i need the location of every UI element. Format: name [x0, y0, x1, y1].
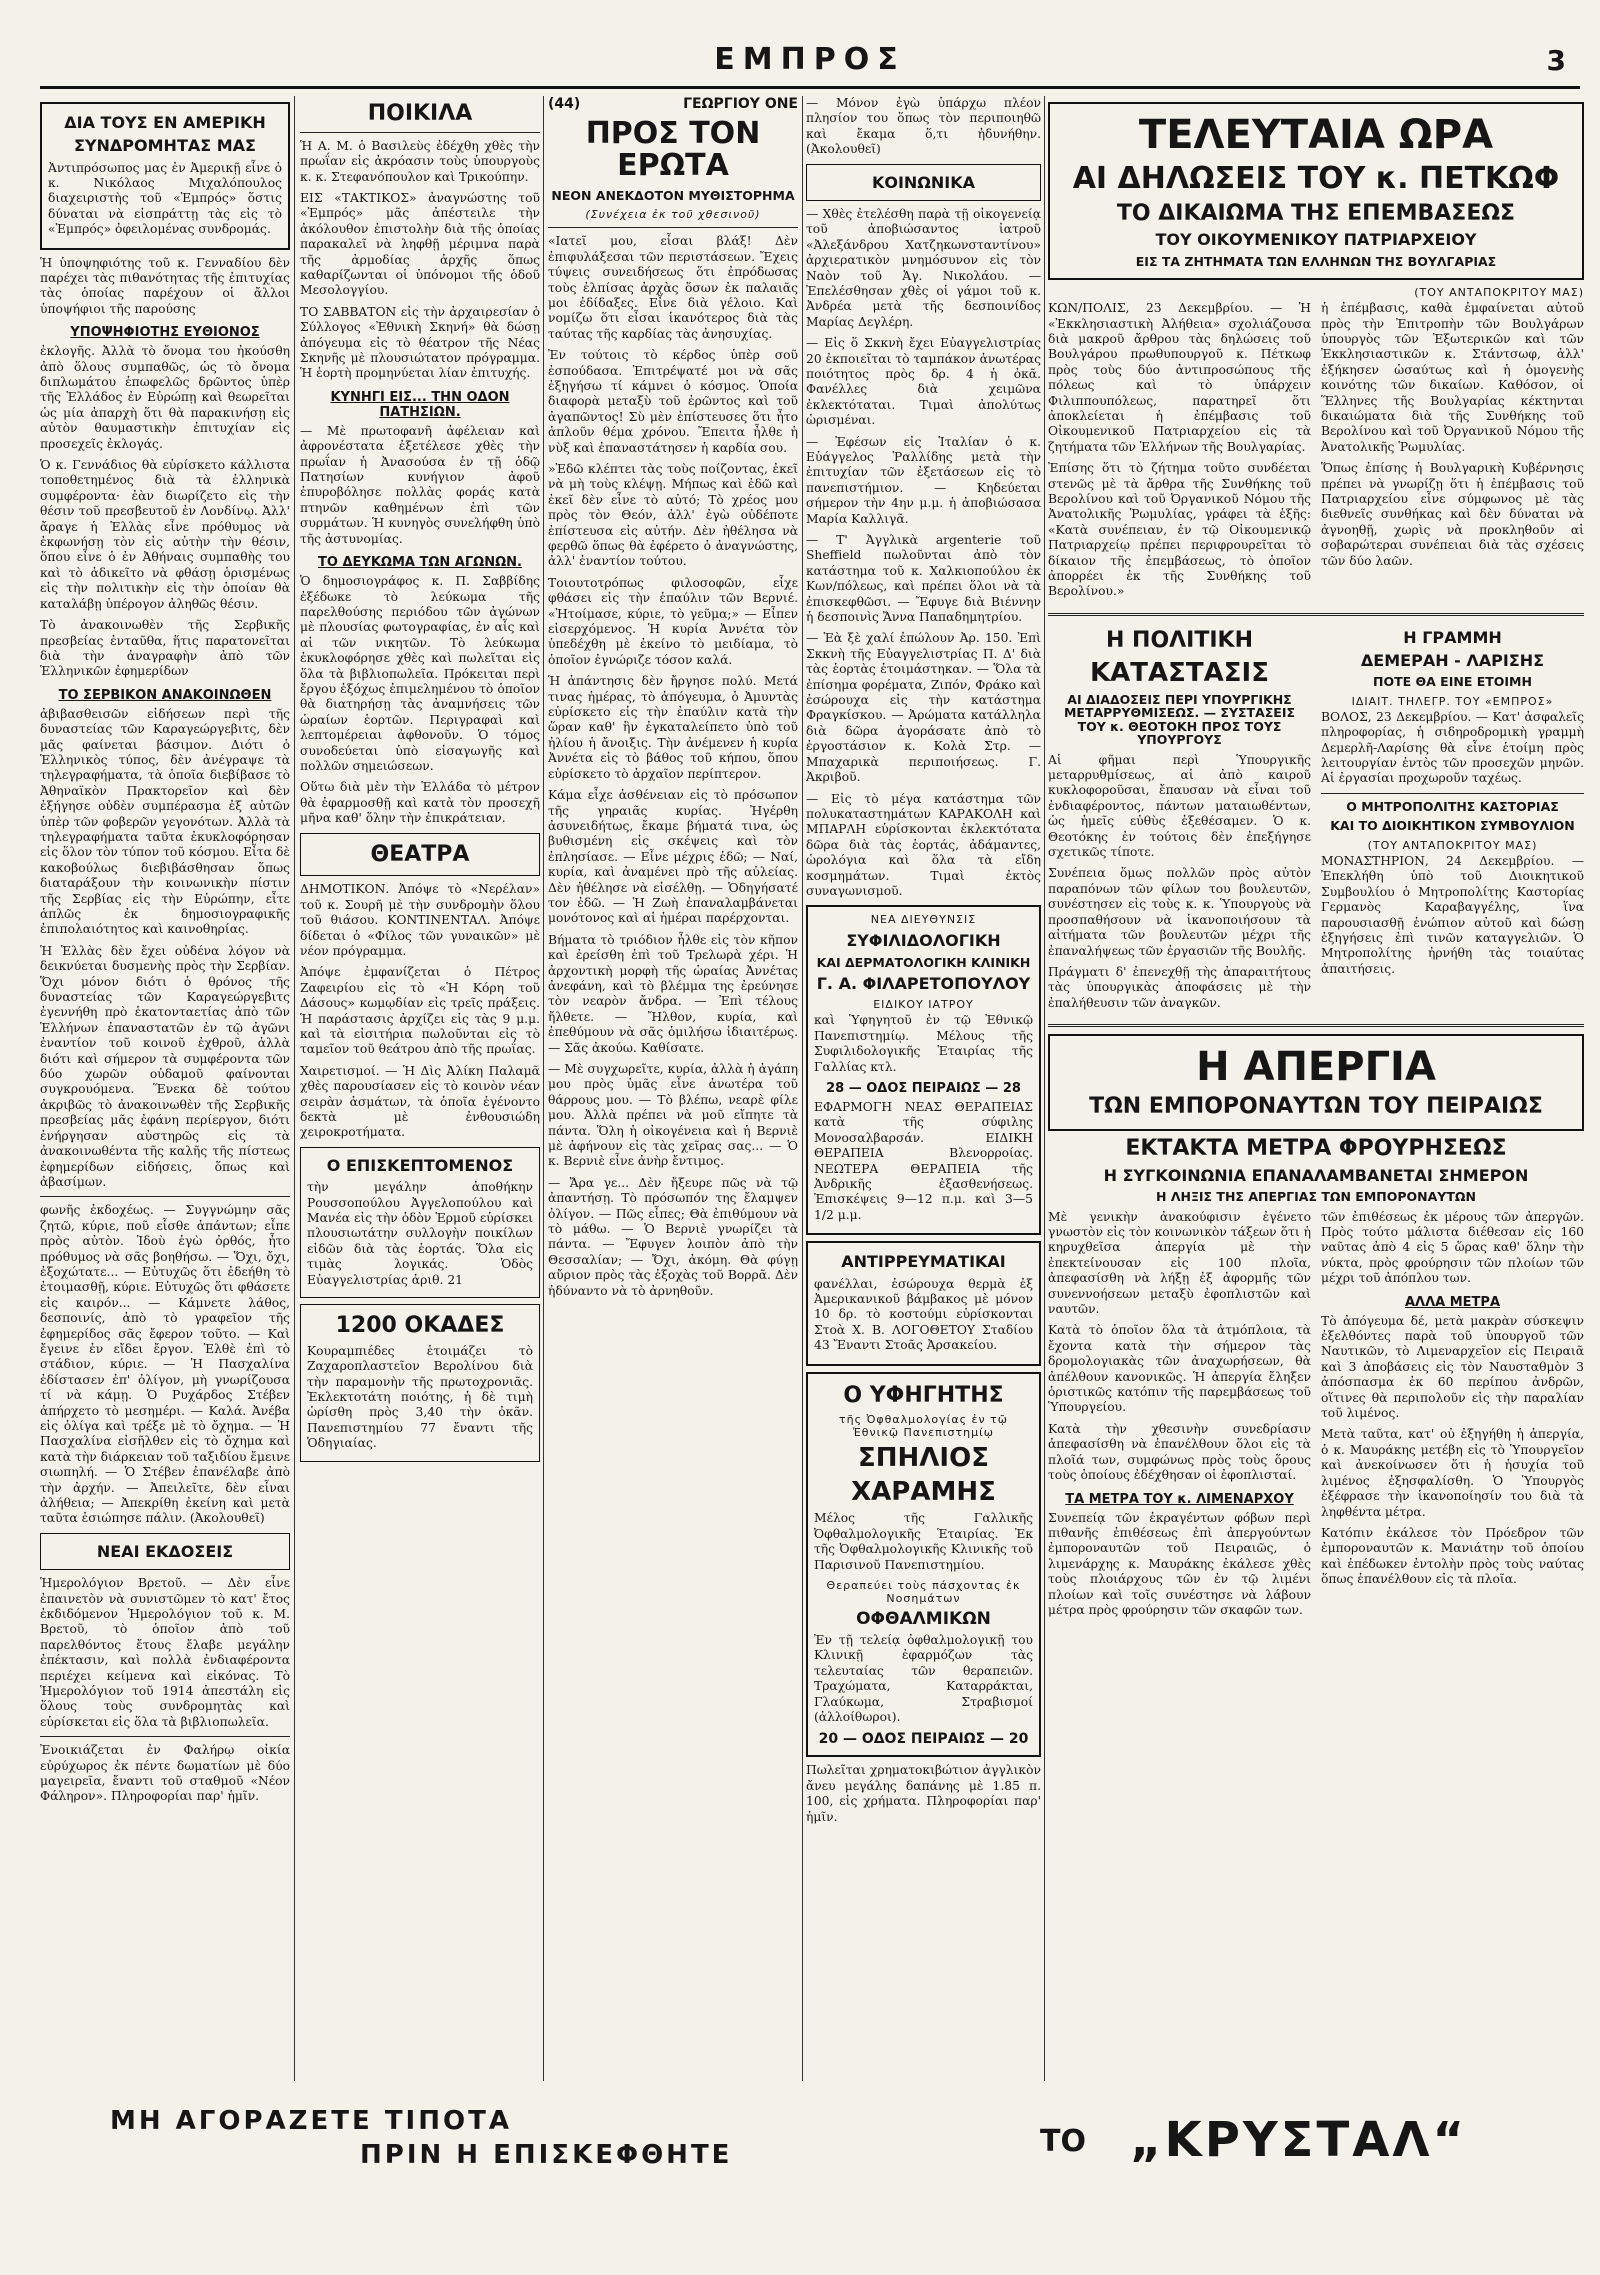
anti-rheumatic-ad — [806, 1241, 1041, 1365]
divider — [548, 227, 798, 228]
ophthalmologist-subheading: τῆς Ὀφθαλμολογίας ἐν τῷ Ἐθνικῷ Πανεπιστημίῳ — [839, 1413, 1008, 1440]
article-paragraph: — Μὲ πρωτοφανῆ ἀφέλειαν καὶ ἀφρονέστατα ἐξετέλεσε χθὲς τὴν πρωΐαν ἡ Ἀνασούσα ἐν τῇ ὁδῷ Πατησίων κυνήγιον ἀφοῦ ἐπυροβόλησε πολλὰς φοράς κατὰ πτηνῶν καθημένων ἐπὶ τῶν συρμάτων. Ἡ κυνηγὸς συνελήφθη ὑπὸ τῆς ἀστυνομίας. — [300, 423, 540, 546]
footer-ad-brand: „ΚΡΥΣΤΑΛ“ — [1130, 2112, 1468, 2168]
metropolitan-heading: Ο ΜΗΤΡΟΠΟΛΙΤΗΣ ΚΑΣΤΟΡΙΑΣ — [1346, 798, 1559, 814]
divider — [1048, 613, 1584, 616]
clinic-address: 28 — ΟΔΟΣ ΠΕΙΡΑΙΩΣ — 28 — [826, 1081, 1021, 1097]
article-paragraph: Ἐπίσης ὅτι τὸ ζήτημα τοῦτο συνδέεται στενῶς μὲ τὰ ἄρθρα τῆς Συνθήκης τοῦ Βερολίνου καὶ τοῦ Ὀργανικοῦ Νόμου τῆς Ἀνατολικῆς Ῥωμυλίας, γράφει τὰ ἑξῆς: «Κατὰ συνέπειαν, ἐν τῷ Οἰκουμενικῷ Πατριαρχείῳ πρέπει περιφρουρεῖται τὸ δίκαιον τῆς ἐπεμβάσεως, τὸ ὁποῖον ἀπορρέει ἐκ τῆς Συνθήκης τοῦ Βερολίνου.» — [1048, 461, 1311, 599]
social-box — [806, 164, 1041, 201]
article-paragraph: Τὸ ἀνακοινωθὲν τῆς Σερβικῆς πρεσβείας ἐνταῦθα, ἥτις παρατονεῖται διὰ τὴν ἀναγραφὴν ἀπὸ τῶν Ἑλληνικῶν ἐφημερίδων — [40, 618, 290, 679]
column-4 — [806, 96, 1041, 2091]
theatres-box — [300, 833, 540, 877]
inline-heading: ΚΥΝΗΓΙ ΕΙΣ... ΤΗΝ ΟΔΟΝ ΠΑΤΗΣΙΩΝ. — [330, 389, 510, 420]
strike-heading-5: Η ΛΗΞΙΣ ΤΗΣ ΑΠΕΡΓΙΑΣ ΤΩΝ ΕΜΠΟΡΟΝΑΥΤΩΝ — [1156, 1189, 1476, 1205]
miscellany-heading: ΠΟΙΚΙΛΑ — [367, 101, 473, 126]
clinic-text: καὶ Ὑφηγητοῦ ἐν τῷ Ἐθνικῷ Πανεπιστημίῳ. Μέλους τῆς Συφιλιδολογικῆς Ἑταιρίας τῆς Γαλλίας κτλ. — [814, 1013, 1033, 1074]
serial-paragraph: — Μὲ συγχωρεῖτε, κυρία, ἀλλὰ ἡ ἀγάπη μου πρὸς ὑμᾶς εἶνε ἀνωτέρα τοῦ θάρρους μου. — Τὸ βλέπω, νεαρὲ φίλε μου. Ἀλλὰ πρέπει νὰ μοῦ εἴπητε τὰ πάντα. Ὅλη ἡ οἰκογένεια καὶ ἡ Βερνιὲ μὲ ἀφήνουν εἰς τὰς χεῖρας σας... — Ὁ κ. Βερνιὲ εἶνε ἀνὴρ ἔντιμος. — [548, 1062, 798, 1169]
subscribers-heading: ΔΙΑ ΤΟΥΣ ΕΝ ΑΜΕΡΙΚΗ — [64, 113, 266, 132]
column-divider — [1044, 96, 1045, 2081]
article-paragraph: Χαιρετισμοί. — Ἡ Δὶς Ἀλίκη Παλαμᾶ χθὲς παρουσίασεν εἰς τὸ κοινὸν νέαν σειρὰν ἀσμάτων, τὰ ὁποῖα ἐγένοντο δεκτὰ μὲ ἐνθουσιώδη χειροκροτήματα. — [300, 1063, 540, 1140]
byline: (ΤΟΥ ΑΝΤΑΠΟΚΡΙΤΟΥ ΜΑΣ) — [1414, 286, 1584, 300]
intervention-heading: ΤΟ ΔΙΚΑΙΩΜΑ ΤΗΣ ΕΠΕΜΒΑΣΕΩΣ — [1116, 200, 1516, 226]
article-paragraph: Ὅπως ἐπίσης ἡ Βουλγαρικὴ Κυβέρνησις πρέπει νὰ γνωρίζῃ ὅτι ἡ ἐπέμβασις τοῦ Πατριαρχείου εἶνε σύμφωνος μὲ τὰς διεθνεῖς συνθήκας καὶ δὲν δύναται νὰ ἀγνοηθῇ, χωρὶς νὰ προκληθοῦν αἱ σοβαρώτεραι συνέπειαι διὰ τὰς σχέσεις τῶν δύο λαῶν. — [1321, 461, 1584, 568]
last-hour-heading: ΤΕΛΕΥΤΑΙΑ ΩΡΑ — [1138, 112, 1494, 158]
article-paragraph: Μετὰ ταῦτα, κατ' οὐ ἐξηγήθη ἡ ἀπεργία, ὁ κ. Μαυράκης μετέβη εἰς τὸ Ὑπουργεῖον καὶ ἀνεκοίνωσεν ὅτι ἡ ἡσυχία τοῦ λιμένος ἐξησφαλίσθη. Ὁ Ὑπουργὸς ἐξέφρασε τὴν ἱκανοποίησίν του διὰ τὰ ληφθέντα μέτρα. — [1321, 1427, 1584, 1519]
subscribers-text: Ἀντιπρόσωπος μας ἐν Ἀμερικῇ εἶνε ὁ κ. Νικόλαος Μιχαλόπουλος διαχειριστὴς τοῦ «Ἐμπρός» ὅστις δύναται νὰ εἰσπράττῃ τὰς εἰς τὸ «Ἐμπρός» ὀφειλομένας συνδρομάς. — [48, 160, 282, 237]
serial-paragraph: — Ἄρα γε... Δὲν ἤξευρε πῶς νὰ τῷ ἀπαντήσῃ. Τὸ πρόσωπόν της ἔλαμψεν ὀλίγον. — Πῶς εἶπες; Θὰ ἐπιθύμουν νὰ τὸ μάθω. — Ὁ Βερνιὲ γνωρίζει τὰ πάντα. — Ἔφυγεν λοιπὸν ἀπὸ τὴν Θεσσαλίαν; — Ὄχι, ἀκόμη. Θὰ φύγῃ αὔριον πρὸς τὰς ἐξοχὰς τοῦ Βορρᾶ. Δὲν ἠδύναντο νὰ τὸ ἀρνηθοῦν. — [548, 1175, 798, 1298]
clinic-text: ΕΦΑΡΜΟΓΗ ΝΕΑΣ ΘΕΡΑΠΕΙΑΣ κατὰ τῆς σύφιλης Μονοσαλβαρσάν. ΕΙΔΙΚΗ ΘΕΡΑΠΕΙΑ Βλενορροίας. ΝΕΩΤΕΡΑ ΘΕΡΑΠΕΙΑ τῆς Ἀνδρικῆς ἐξασθενήσεως. Ἐπισκέψεις 9—12 π.μ. καὶ 3—5 1/2 μ.μ. — [814, 1100, 1033, 1222]
railway-heading: Η ΓΡΑΜΜΗ — [1403, 627, 1502, 647]
oka-heading: 1200 ΟΚΑΔΕΣ — [335, 1312, 505, 1338]
ophthalmologist-specialty: ΟΦΘΑΛΜΙΚΩΝ — [856, 1608, 991, 1629]
ophthalmologist-ad — [806, 1372, 1041, 1758]
mid-section — [1048, 623, 1584, 1017]
classified-ad: Ἐνοικιάζεται ἐν Φαλήρῳ οἰκία εὐρύχωρος ἐκ πέντε δωματίων μὲ δύο μαγειρεῖα, ἔναντι τοῦ σταθμοῦ «Νέον Φάληρον». Πληροφορίαι παρ' ἡμῖν. — [40, 1743, 290, 1804]
serial-paragraph: «Ιατεῖ μου, εἶσαι βλάξ! Δὲν ἐπιφυλάξεσαι τῶν περιστάσεων. Ἔχεις τύψεις συνειδήσεως ὅτι ἐπρόδωσας τοὺς ἐλπίσας ἀρχὰς ὅσων ἐκ παλαιᾶς μοι ἐδίδαξες. Εἶνε διὰ γέλοιο. Καὶ νομίζω ὅτι εἶσαι ἱκανότερος διὰ τὰς ταύτας τῆς καρδίας τὰς ἀνησυχίας. — [548, 234, 798, 341]
strike-headline-box — [1048, 1034, 1584, 1131]
inline-heading: ΤΟ ΔΕΥΚΩΜΑ ΤΩΝ ΑΓΩΝΩΝ. — [318, 555, 522, 571]
serial-paragraph: Τοιουτοτρόπως φιλοσοφῶν, εἶχε φθάσει εἰς τὴν ἐπαύλιν τῶν Βερνιέ. «Ἠτοίμασε, κύριε, τὸ γεῦμα;» — Εἶπεν εἰσερχόμενος. Ἡ κυρία Ἀννέτα τὸν ὑπεδέχθη μὲ ἐκείνο τὸ μειδίαμα, τὸ ὁποῖον ἐγνώριζε τόσον καλά. — [548, 575, 798, 667]
bulgaria-greeks-heading: ΕΙΣ ΤΑ ΖΗΤΗΜΑΤΑ ΤΩΝ ΕΛΛΗΝΩΝ ΤΗΣ ΒΟΥΛΓΑΡΙΑΣ — [1135, 253, 1497, 269]
subscribers-subheading: ΣΥΝΔΡΟΜΗΤΑΣ ΜΑΣ — [74, 136, 256, 156]
column-5 — [1048, 96, 1584, 2091]
political-heading-2: ΚΑΤΑΣΤΑΣΙΣ — [1090, 657, 1269, 688]
article-paragraph: Ἡμερολόγιον Βρετοῦ. — Δὲν εἶνε ἐπαινετὸν νὰ συνιστῶμεν τὸ κατ' ἔτος ἐκδιδόμενον Ἡμερολόγιον τοῦ κ. Μ. Βρετοῦ, τὸ ὁποῖον ἀπὸ τοῦ παρελθόντος ἔτους ἔλαβε μεγάλην ἐπέκτασιν, καὶ πολλὰ ἐνδιαφέροντα περιέχει κείμενα καὶ εἰκόνας. Τὸ Ἡμερολόγιον τοῦ 1914 ἀπεστάλη εἰς ὅλους τοὺς συνδρομητὰς καὶ εὑρίσκεται εἰς ὅλα τὰ βιβλιοπωλεῖα. — [40, 1576, 290, 1729]
article-paragraph: Συνέπεια ὅμως πολλῶν πρὸς αὐτὸν παραπόνων τῶν φίλων του βουλευτῶν, συνέστησεν εἰς τοὺς κ. κ. Ὑπουργοὺς νὰ προσπαθήσουν νὰ ἱκανοποιήσουν τὰ αἰτήματα τῶν βουλευτῶν μέχρι τῆς ἐπαναλήψεως τῶν ἐργασιῶν τῆς Βουλῆς. — [1048, 866, 1311, 958]
lead-article — [1048, 301, 1584, 606]
clinic-new-address: ΝΕΑ ΔΙΕΥΘΥΝΣΙΣ — [870, 913, 977, 927]
article-paragraph: Τὸ ἀπόγευμα δέ, μετὰ μακρὰν σύσκεψιν ἐξελθόντες παρὰ τοῦ ὑπουργοῦ τῶν Ναυτικῶν, τὸ Λιμεναρχεῖον εἰς Πειραιᾶ καὶ 3 ἀποβάσεις εἰς τὸν Ναυσταθμὸν 3 ἀπόσπασμα ἐκ 60 περίπου ἀνδρῶν, οἵτινες θὰ περιπολοῦν εἰς τὴν παραλίαν τοῦ λιμένος. — [1321, 1313, 1584, 1421]
visitor-text: τὴν μεγάλην ἀποθήκην Ρουσσοπούλου Ἀγγελοπούλου καὶ Μανέα εἰς τὴν ὁδὸν Ἑρμοῦ εὑρίσκει πλουσιωτάτην συλλογὴν ποικίλων εἰδῶν διὰ τὰς ἑορτάς. Ὅλα εἰς τιμὰς λογικάς. Ὁδὸς Εὐαγγελιστρίας ἀριθ. 21 — [307, 1180, 533, 1287]
political-heading: Η ΠΟΛΙΤΙΚΗ — [1105, 627, 1254, 653]
article-paragraph: Ὁ δημοσιογράφος κ. Π. Σαββίδης ἐξέδωκε τὸ λεύκωμα τῆς παρελθούσης περιόδου τῶν ἀγώνων μὲ πλουσίας φωτογραφίας, ἐν αἷς καὶ αἱ τῶν νικητῶν. Τὸ λεύκωμα ἐκυκλοφόρησε χθὲς καὶ πωλεῖται εἰς ὅλα τὰ βιβλιοπωλεῖα. Πρόκειται περὶ ἔργου ἐξόχως ἐπιμελημένου τὸ ὁποῖον θὰ διατηρήσῃ τὰς ἀναμνήσεις τῶν ὡραίων ἑορτῶν. Περιγραφαὶ καὶ λεπτομέρειαι ἀφθονοῦν. Ὁ τόμος συνοδεύεται ὑπὸ εἰσαγωγῆς καὶ πολλῶν σημειώσεων. — [300, 574, 540, 773]
oka-text: Κουραμπιέδες ἑτοιμάζει τὸ Ζαχαροπλαστεῖον Βερολίνου διὰ τὴν παραμονὴν τῆς πρωτοχρονιᾶς. Ἐκλεκτοτάτη ποιότης, ἡ δὲ τιμὴ ὡρίσθη πρὸς 3,40 τὴν ὀκᾶν. Πανεπιστημίου 77 ἔναντι τῆς Ὁδηγιαίας. — [307, 1343, 533, 1451]
column-1 — [40, 96, 290, 2091]
serial-paragraph: »Ἐδῶ κλέπτει τὰς τοὺς ποίζοντας, ἐκεῖ νὰ μὴ τοὺς κλέψῃ. Μήπως καὶ ἐδῶ καὶ ἐκεῖ δὲν εἶνε τὸ αὐτό; Τὸ χρέος μου πρὸς τὸν Θεόν, ἀλλ' ἐγὼ οὐδέποτε ἐπίστευσα εἰς αὐτήν. Δὲν ἠθέλησα νὰ φερθῶ ὅπως θὰ ἐφέρετο ὁ ἀναγνώστης, ἀλλ' ἐναντίον τούτου. — [548, 461, 798, 569]
article-paragraph: Μὲ γενικὴν ἀνακούφισιν ἐγένετο γνωστὸν εἰς τὸν κοινωνικὸν τάξεων ὅτι ἡ κηρυχθεῖσα ἀπεργία μὲ τὴν ἐπεκτείνουσαν εἰς 100 πλοῖα, ἀπεφασίσθη νὰ λήξῃ ἐξ ἀφορμῆς τῶν συνεννοήσεων μεταξὺ ἐφοπλιστῶν καὶ ναυτῶν. — [1048, 1209, 1311, 1317]
inline-heading: ΤΑ ΜΕΤΡΑ ΤΟΥ κ. ΛΙΜΕΝΑΡΧΟΥ — [1065, 1491, 1294, 1507]
social-item: — Τ' Ἀγγλικὰ argenterie τοῦ Sheffield πωλοῦνται ἀπὸ τὸν κατάστημα τοῦ κ. Χαλκιοπούλου ἐκ Κων/πόλεως, καὶ πρέπει ὅλοι νὰ τὰ ἐπισκεφθῶσι. — Ἔφυγε διὰ Βιέννην ἡ δεσποινὶς Ἄννα Παπαδημητρίου. — [806, 533, 1041, 625]
strike-article — [1048, 1210, 1584, 1625]
social-item: — Εἰς τὸ μέγα κατάστημα τῶν πολυκαταστημάτων ΚΑΡΑΚΟΛΗ καὶ ΜΠΑΡΛΗ εὑρίσκονται ἐκλεκτότατα δῶρα διὰ τὰς ἑορτάς, ἀδάμαντες, ὡρολόγια καὶ ὅλα τὰ εἴδη κοσμημάτων. Τιμαὶ ἐκτὸς συναγωνισμοῦ. — [806, 791, 1041, 898]
column-divider — [802, 96, 803, 2081]
social-item: — Εἰς ὅ Σκκνὴ ἔχει Εὐαγγελιστρίας 20 ἐκποιεῖται τὸ ταμπάκον ἀνωτέρας ποιότητος πρὸς δρ. 4 ἡ ὀκᾶ. Φανέλλες διὰ χειμῶνα ἐκλεκτόταται. Τιμαὶ ἀπολύτως ὡρισμέναι. — [806, 336, 1041, 428]
footer-advertisement — [40, 2106, 1580, 2176]
petkov-heading: ΑΙ ΔΗΛΩΣΕΙΣ ΤΟΥ κ. ΠΕΤΚΩΦ — [1072, 161, 1560, 197]
serial-paragraph: Κάμα εἶχε ἀσθένειαν εἰς τὸ πρόσωπον τῆς γηραιᾶς κυρίας. Ἠγέρθη ἀσυνειδήτως, ἔκαμε βήματά τινα, ὡς βυθισμένη εἰς σκέψεις καὶ τὸν ἐπλησίασε. — Εἶνε μέχρις ἐδῶ; — Ναί, κυρία, καὶ ἀναμένει πρὸ τῆς αὐλείας. Δὲν ἠθέλησε νὰ εἰσέλθῃ. — Ὁδηγήσατέ τον ἐδῶ. — Ἡ Ζωὴ ἐπαναλαμβάνεται μονότονος καὶ αἱ ἡμέραι παρέρχονται. — [548, 788, 798, 926]
article-paragraph: Συνεπείᾳ τῶν ἐκραγέντων φόβων περὶ πιθανῆς ἐπιθέσεως ἐπὶ ἀπεργούντων ἐμποροναυτῶν τοῦ Πειραιῶς, ὁ λιμενάρχης κ. Μαυράκης ἐκάλεσε χθὲς τοὺς πλοιάρχους τῶν ἐν τῷ λιμένι πλοίων καὶ τοῖς συνέστησε νὰ λάβουν μέτρα πρὸς φρούρησιν τῶν σκαφῶν των. — [1048, 1510, 1311, 1617]
serial-note: (Συνέχεια ἐκ τοῦ χθεσινοῦ) — [585, 208, 761, 222]
clinic-subheading: ΚΑΙ ΔΕΡΜΑΤΟΛΟΓΙΚΗ ΚΛΙΝΙΚΗ — [816, 954, 1031, 970]
ophthalmologist-last-name: ΧΑΡΑΜΗΣ — [851, 1477, 996, 1508]
article-paragraph: Πράγματι δ' ἐπενεχθῇ τὴς ἀπαραιτήτους τὰς ὑπουργικὰς ἀποφάσεις μὲ τὴν ἐπαλήθευσιν τῶν ἀναγκῶν. — [1048, 964, 1311, 1010]
clinic-doctor-name: Γ. Α. ΦΙΛΑΡΕΤΟΠΟΥΛΟΥ — [816, 974, 1031, 994]
ophthalmologist-heading: Ο ΥΦΗΓΗΤΗΣ — [843, 1382, 1004, 1408]
article-paragraph: ΤΟ ΣΑΒΒΑΤΟΝ εἰς τὴν ἀρχαιρεσίαν ὁ Σύλλογος «Ἐθνικὴ Σκηνή» θὰ δώσῃ ἀπόγευμα εἰς τὸ θέατρον τῆς Νέας Σκηνῆς μὲ πλουσιώτατον πρόγραμμα. Ἡ ἑορτὴ προμηνύεται λίαν ἐπιτυχής. — [300, 304, 540, 381]
serial-paragraph: Βήματα τὸ τριόδιον ἦλθε εἰς τὸν κῆπον καὶ ἐρείσθη ἐπὶ τοῦ Τρελωρὰ χέρι. Ἡ ἀρχοντικὴ μορφὴ τῆς ὡραίας Ἀννέτας ἀνεφάνη, καὶ τὸ βλέμμα της ἐρεύνησε τὸν νεαρὸν ἄνδρα. — Ἐπὶ τέλους ἤλθετε. — Ἤλθον, κυρία, καὶ ἐπεθύμουν νὰ σᾶς ὁμιλήσω ἰδιαιτέρως. — Σᾶς ἀκούω. Καθίσατε. — [548, 932, 798, 1055]
social-item: — Χθὲς ἐτελέσθη παρὰ τῇ οἰκογενείᾳ τοῦ ἀποβιώσαντος ἰατροῦ «Ἀλεξάνδρου Χατζηκωνσταντίνου» ἀρχιερατικὸν μνημόσυνον εἰς τὸν Ναὸν τοῦ Ἁγ. Νικολάου. — Ἐπελέσθησαν χθὲς οἱ γάμοι τοῦ κ. Ἀνδρέα μετὰ τῆς δεσποινίδος Μαρίας Δεγλέρη. — [806, 206, 1041, 329]
strike-heading-3: ΕΚΤΑΚΤΑ ΜΕΤΡΑ ΦΡΟΥΡΗΣΕΩΣ — [1125, 1136, 1507, 1162]
railway-heading-2: ΔΕΜΕΡΑΗ - ΛΑΡΙΣΗΣ — [1360, 651, 1545, 671]
column-2 — [300, 96, 540, 2091]
new-books-heading: ΝΕΑΙ ΕΚΔΟΣΕΙΣ — [96, 1541, 234, 1561]
visitor-heading: Ο ΕΠΙΣΚΕΠΤΟΜΕΝΟΣ — [326, 1155, 514, 1175]
metropolitan-heading-2: ΚΑΙ ΤΟ ΔΙΟΙΚΗΤΙΚΟΝ ΣΥΜΒΟΥΛΙΟΝ — [1330, 818, 1575, 834]
article-paragraph: ἀβιβασθεισῶν εἰδήσεων περὶ τῆς δυναστείας τῶν Καραγεώργεβιτς, δὲν μᾶς φαίνεται βάσιμον. Διότι ὁ Ἑλληνικὸς τύπος, δὲν ἀνέγραψε τὰ τηλεγραφήματα, τὰ ὁποῖα διεβίβασε τὸ Ἀθηναϊκὸν Πρακτορεῖον καὶ δὲν ἐξήγησε οὐδὲν συμπέρασμα ἐξ αὐτῶν ὑπὲρ τῶν φοβερῶν γεγονότων. Ἀλλὰ τὰ τηλεγραφήματα ταῦτα ἐκυκλοφόρησαν εἰς ὅλον τὸν τύπον τοῦ κόσμου. Εἶτα δὲ κακοβούλως διεβιβάσθησαν ὅπως διαταράξουν τὴν κοινωνικὴν πίστιν τῆς Σερβίας εἰς τὴν Εὐρώπην, εἶτε ἁπλῶς ἐκ δημοσιογραφικῆς ἐπιπολαιότητος καὶ καινοθηρίας. — [40, 706, 290, 937]
strike-heading-2: ΤΩΝ ΕΜΠΟΡΟΝΑΥΤΩΝ ΤΟΥ ΠΕΙΡΑΙΩΣ — [1089, 1094, 1543, 1120]
clinic-ad — [806, 905, 1041, 1235]
social-item: — Ἐφέσων εἰς Ἱταλίαν ὁ κ. Εὐάγγελος Ῥαλλίδης μετὰ τὴν ἐπιτυχίαν τῶν ἐξετάσεων εἰς τὸ πανεπιστήμιον. — Κηδεύεται σήμερον τὴν 4ην μ.μ. ἡ ἀποβιώσασα Μαρία Καλλιγᾶ. — [806, 434, 1041, 526]
inline-heading: ΥΠΟΨΗΦΙΟΤΗΣ ΕΥΘΙΟΝΟΣ — [70, 325, 260, 341]
political-subheading: ΑΙ ΔΙΑΔΟΣΕΙΣ ΠΕΡΙ ΥΠΟΥΡΓΙΚΗΣ ΜΕΤΑΡΡΥΘΜΙΣΕΩΣ. — ΣΥΣΤΑΣΕΙΣ ΤΟΥ κ. ΘΕΟΤΟΚΗ ΠΡΟΣ ΤΟΥΣ ΥΠΟΥΡΓΟΥΣ — [1063, 691, 1296, 748]
divider — [1321, 793, 1584, 794]
article-paragraph: ΜΟΝΑΣΤΗΡΙΟΝ, 24 Δεκεμβρίου. — Ἐπεκλήθη ὑπὸ τοῦ Διοικητικοῦ Συμβουλίου ὁ Μητροπολίτης Καστορίας Γερμανὸς Καραβαγγέλης, ἵνα παρουσιασθῇ ἐνώπιον αὐτοῦ καὶ δώσῃ ἐξηγήσεις ἐπὶ τινῶν καταγγελιῶν. Ὁ Μητροπολίτης ἠρνήθη τὰς τοιαύτας ἀπαιτήσεις. — [1321, 853, 1584, 976]
footer-ad-article: ΤΟ — [1040, 2124, 1086, 2159]
serial-title: ΠΡΟΣ ΤΟΝ ΕΡΩΤΑ — [585, 116, 761, 184]
article-paragraph: Ἡ ὑποψηφιότης τοῦ κ. Γενναδίου δὲν παρέχει τὰς πιθανότητας τῆς ἐπιτυχίας τὰς ὁποίας παρέχουν οἱ ἄλλοι ὑποψήφιοι τῆς παρούσης — [40, 255, 290, 316]
social-heading: ΚΟΙΝΩΝΙΚΑ — [871, 172, 976, 192]
article-paragraph: Ἡ Ἑλλὰς δὲν ἔχει οὐδένα λόγον νὰ δεικνύεται δυσμενὴς πρὸς τὴν Σερβίαν. Ὅχι μόνον διότι ὁ θρόνος τῆς δυναστείας τῶν Καραγεώργεβιτς ἐγεννήθη πρὸ ἑκατονταετίας ἀπὸ τῶν Ἑλλήνων ἐπαναστατῶν ἐν τῷ ἀγῶνι ἐναντίον τοῦ κοινοῦ ἐχθροῦ, ἀλλὰ διότι καὶ σήμερον τὰ συμφέροντα τῶν δύο χωρῶν οὐδαμοῦ φαίνονται συγκρουόμενα. Ἕνεκα δὲ τούτου ἀκριβῶς τὸ ἀνακοινωθὲν τῆς Σερβικῆς πρεσβείας μᾶς ἐφάνη περίεργον, διότι ἐνήργησαν αὐστηρῶς εἰς τὰ ἀνακοινωθέντα τῆς καλῆς τῆς πίστεως ἐφημερίδων εἰδήσεις, ὅπως καὶ ἀβασίμων. — [40, 943, 290, 1189]
footer-ad-line-2: ΠΡΙΝ Η ΕΠΙΣΚΕΦΘΗΤΕ — [360, 2140, 733, 2170]
article-paragraph: ἡ ἐπέμβασις, καθὰ ἐμφαίνεται αὐτοῦ πρὸς τὴν Ἐπιτροπὴν τῶν Βουλγάρων ὑπουργὸς τῶν Ἐξωτερικῶν καὶ τῶν Ἐκκλησιαστικῶν κ. Στάντσωφ, ἀλλ' ἐξήκησεν ὡσαύτως καὶ ἡ ὁμογενὴς κοινότης τῶν δικαίων. Καθόσον, οἱ Ἕλληνες τῆς Βουλγαρίας κέκτηνται δικαιώματα διὰ τῆς Συνθήκης τοῦ Βερολίνου καὶ τοῦ Ὀργανικοῦ Νόμου τῆς Ἀνατολικῆς Ῥωμυλίας. — [1321, 301, 1584, 454]
divider — [40, 1196, 290, 1197]
inline-heading: ΑΛΛΑ ΜΕΤΡΑ — [1404, 1294, 1501, 1310]
strike-heading-4: Η ΣΥΓΚΟΙΝΩΝΙΑ ΕΠΑΝΑΛΑΜΒΑΝΕΤΑΙ ΣΗΜΕΡΟΝ — [1103, 1165, 1529, 1185]
column-divider — [294, 96, 295, 2081]
footer-ad-line-1: ΜΗ ΑΓΟΡΑΖΕΤΕ ΤΙΠΟΤΑ — [110, 2106, 512, 2136]
article-paragraph: ἐκλογῆς. Ἀλλὰ τὸ ὄνομα του ἠκούσθη ἀπὸ ὅλους συμπαθῶς, ὡς τὸ ὄνομα διπλωμάτου ἐπωφελῶς δρῶντος ὑπὲρ τῆς Ἑλλάδος ἐν Εὐρώπῃ καὶ θεωρεῖται ὡς μία ἀπαρχὴ ὅτι θὰ παρακινήσῃ εἰς αὐτὸν θαυμαστικὴν ἐπιτυχίαν εἰς προσεχεῖς ἐκλογάς. — [40, 344, 290, 451]
ophthalmologist-treats: Θεραπεύει τοὺς πάσχοντας ἐκ Νοσημάτων — [826, 1578, 1021, 1605]
serial-subtitle: ΝΕΟΝ ΑΝΕΚΔΟΤΟΝ ΜΥΘΙΣΤΟΡΗΜΑ — [551, 187, 795, 203]
article-paragraph: Ὁ κ. Γεννάδιος θὰ εὑρίσκετο κάλλιστα τοποθετημένος διὰ τὰ ἑλληνικὰ συμφέροντα· ἐὰν διωρίζετο εἰς τὴν θέσιν τοῦ πρεσβευτοῦ ἐν Λονδίνῳ. Ἀλλ' ἄραγε ἡ Ἑλλὰς εἶνε πρόθυμος νὰ ἐκφωνήσῃ τὸν εἰς αὐτὴν τὴν θέσιν, ὅπου εἶνε ὁ ἐν Ἀθήναις συμπαθὴς του καὶ τὸ ἀδικεῖτο νὰ φθάσῃ ὁρισμένως εἰς τὴν πολιτικὴν εἰς τὴν ὁποίαν θὰ καταλάβῃ ὑπέρογον ἀληθῶς θέσιν. — [40, 458, 290, 611]
serial-paragraph: Ἐν τούτοις τὸ κέρδος ὑπὲρ σοῦ ἐσπούδασα. Ἐπιτρέψατέ μοι νὰ σᾶς ἐξηγήσω τί κάμνει ὁ κόσμος. Ὁποία διαφορὰ μεταξὺ τοῦ ἐρῶντος καὶ τοῦ ἀγαπῶντος! Σὺ μὲν ἐπίστευσες ὅτι ἦτο ἁπλοῦν θέμα χρόνου. Ἔπειτα ἦλθε ἡ νὺξ καὶ ἐπαναστάτησεν ἡ καρδία σου. — [548, 348, 798, 455]
patriarchate-heading: ΤΟΥ ΟΙΚΟΥΜΕΝΙΚΟΥ ΠΑΤΡΙΑΡΧΕΙΟΥ — [1155, 230, 1477, 250]
serial-number: (44) — [548, 96, 581, 112]
divider — [300, 132, 540, 133]
subscribers-notice — [40, 102, 290, 250]
ophthalmologist-first-name: ΣΠΗΛΙΟΣ — [858, 1443, 989, 1474]
anti-rheumatic-text: φανέλλαι, ἐσώρουχα θερμὰ ἐξ Ἀμερικανικοῦ βάμβακος μὲ μόνον 10 δρ. τὸ κοστούμι εὑρίσκονται Στοὰ Χ. Β. ΛΟΓΟΘΕΤΟΥ Σταδίου 43 Ἔναντι Στοᾶς Ἀρσακείου. — [814, 1276, 1033, 1353]
article-paragraph: Αἱ φῆμαι περὶ Ὑπουργικῆς μεταρρυθμίσεως, αἱ ἀπὸ καιροῦ κυκλοφοροῦσαι, ἔπαυσαν νὰ εἶναι τοῦ ἐνδιαφέροντος, πάντων ματαιωθέντων, ὡς ἡμεῖς εὐθὺς ἐξεθέσαμεν. Ὁ κ. Θεοτόκης ἐν τούτοις δὲν ἐπεξήγησε σχετικῶς τίποτε. — [1048, 752, 1311, 860]
article-paragraph: ΕΙΣ «ΤΑΚΤΙΚΟΣ» ἀναγνώστης τοῦ «Ἐμπρός» μᾶς ἀπέστειλε τὴν ἀκόλουθον ἐπιστολὴν διὰ τῆς ὁποίας παρακαλεῖ νὰ ληφθῇ μέριμνα παρὰ τῆς ἀρμοδίας ἀρχῆς ὅπως καθαρίζωνται οἱ ὑπόνομοι τῆς ὁδοῦ Μεσολογγίου. — [300, 190, 540, 298]
article-paragraph: Ἀπόψε ἐμφανίζεται ὁ Πέτρος Ζαφειρίου εἰς τὸ «Ἡ Κόρη τοῦ Δάσους» κωμῳδίαν εἰς τρεῖς πράξεις. Ἡ παράστασις ἀρχίζει εἰς τὰς 9 μ.μ. καὶ τὰ εἰσιτήρια πωλοῦνται εἰς τὸ ταμεῖον τοῦ θεάτρου ἀπὸ τῆς πρωΐας. — [300, 965, 540, 1057]
ophthalmologist-text: Μέλος τῆς Γαλλικῆς Ὀφθαλμολογικῆς Ἑταιρίας. Ἐκ τῆς Ὀφθαλμολογικῆς Κλινικῆς τοῦ Παρισινοῦ Πανεπιστημίου. — [814, 1511, 1033, 1572]
article-paragraph: Κατὰ τὴν χθεσινὴν συνεδρίασιν ἀπεφασίσθη νὰ ἐπανέλθουν ὅλοι εἰς τὰ πλοῖά των, συμφώνως πρὸς τοὺς ὅρους τοὺς ὁποίους ἐδέχθησαν οἱ ἐφοπλισταί. — [1048, 1421, 1311, 1483]
ophthalmologist-text: Ἐν τῇ τελείᾳ ὀφθαλμολογικῇ του Κλινικῇ ἐφαρμόζων τὰς τελευταίας τῶν θεραπειῶν. Τραχώματα, Καταρράκται, Γλαύκωμα, Στραβισμοί (ἀλλοίθωροι). — [814, 1632, 1033, 1724]
article-paragraph: ΚΩΝ/ΠΟΛΙΣ, 23 Δεκεμβρίου. — Ἡ «Ἐκκλησιαστικὴ Ἀλήθεια» σχολιάζουσα διὰ μακροῦ ἄρθρου τὰς δηλώσεις τοῦ Βουλγάρου πρωθυπουργοῦ κ. Πέτκωφ πρὸς τοὺς δύο ἀντιπροσώπους τῆς πόλεως καὶ τὸ ὑπάρχειν Φιλιππουπόλεως, παρατηρεῖ ὅτι ἀποκλείεται ἡ ἐπέμβασις τοῦ Οἰκουμενικοῦ Πατριαρχείου εἰς τὰ ζητήματα τῶν Ἑλλήνων τῆς Βουλγαρίας. — [1048, 301, 1311, 454]
last-hour-box — [1048, 102, 1584, 280]
column-divider — [543, 96, 544, 2081]
masthead-rule — [40, 86, 1580, 89]
page-number: 3 — [1546, 44, 1566, 77]
metropolitan-byline: (ΤΟΥ ΑΝΤΑΠΟΚΡΙΤΟΥ ΜΑΣ) — [1367, 838, 1538, 852]
railway-heading-3: ΠΟΤΕ ΘΑ ΕΙΝΕ ΕΤΟΙΜΗ — [1373, 674, 1532, 690]
serial-ending: — Μόνον ἐγὼ ὑπάρχω πλέον πλησίον του ὅπως τὸν περιποιηθῶ καὶ ἔκαμα ὅ,τι ἠδυνήθην. (Ἀκολουθεῖ) — [806, 96, 1041, 157]
divider — [40, 1736, 290, 1737]
article-paragraph: Οὕτω διὰ μὲν τὴν Ἑλλάδα τὸ μέτρον θὰ ἐφαρμοσθῇ καὶ κατὰ τὸν προσεχῆ μῆνα καθ' ὅλην τὴν ἐπικράτειαν. — [300, 780, 540, 826]
ophthalmologist-address: 20 — ΟΔΟΣ ΠΕΙΡΑΙΩΣ — 20 — [818, 1731, 1029, 1748]
article-paragraph: ΔΗΜΟΤΙΚΟΝ. Ἀπόψε τὸ «Νερέλαν» τοῦ κ. Σουρῆ μὲ τὴν συνδρομὴν ὅλου τοῦ θιάσου. ΚΟΝΤΙΝΕΝΤΑΛ. Ἀπόψε δίδεται ὁ «Φίλος τῶν γυναικῶν» μὲ νέον πρόγραμμα. — [300, 882, 540, 958]
classified-ad: Πωλεῖται χρηματοκιβώτιον ἀγγλικὸν ἄνευ μεγάλης δαπάνης μὲ 1.85 π. 100, εἰς χρήματα. Πληροφορίαι παρ' ἡμῖν. — [806, 1763, 1041, 1824]
clinic-doctor-role: ΕΙΔΙΚΟΥ ΙΑΤΡΟΥ — [873, 998, 974, 1012]
serial-paragraph: Ἡ ἀπάντησις δὲν ἤργησε πολύ. Μετά τινας ἡμέρας, τὸ ἀπόγευμα, ὁ Ἀμυντὰς εὑρίσκετο εἰς τὴν ἐπαύλιν κατὰ τὴν ὥραν καθ' ἣν ἐγκαταλείπετο ὑπὸ τοῦ ἠλίου ἡ ἄνοιξις. Τὴν ἀνέμενεν ἡ κυρία Ἀννέτα εἰς τὸ βάθος τοῦ κήπου, ὅπου εὑρίσκετο τὸ ἀρχαῖον περίπτερον. — [548, 674, 798, 781]
newspaper-title: ΕΜΠΡΟΣ — [714, 42, 906, 77]
clinic-heading: ΣΥΦΙΛΙΔΟΛΟΓΙΚΗ — [846, 931, 1001, 951]
inline-heading: ΤΟ ΣΕΡΒΙΚΟΝ ΑΝΑΚΟΙΝΩΘΕΝ — [58, 687, 272, 703]
divider — [1048, 1024, 1584, 1027]
article-paragraph: τῶν ἐπιθέσεως ἐκ μέρους τῶν ἀπεργῶν. Πρὸς τούτο μάλιστα διέθεσαν εἰς 160 ναῦτας ἀπὸ 4 εἰς 5 ὥρας καθ' ὅλην τὴν νύκτα, πρὸς φρούρησιν τῶν πλοίων τῶν μέχρι τοῦ ἀπόπλου των. — [1321, 1209, 1584, 1286]
anti-rheumatic-heading: ΑΝΤΙΡΡΕΥΜΑΤΙΚΑΙ — [841, 1252, 1006, 1272]
column-3 — [548, 96, 798, 2091]
article-paragraph: Κατὰ τὸ ὁποῖον ὅλα τὰ ἀτμόπλοια, τὰ ἔχοντα κατὰ τὴν σήμερον τὰς δρομολογιακὰς τῶν ἀναχωρήσεων, θὰ ἀπέλθουν κανονικῶς. Ἡ ἀπεργία ἔληξεν ὁριστικῶς κατόπιν τῆς παρεμβάσεως τοῦ Ὑπουργείου. — [1048, 1323, 1311, 1415]
article-paragraph: Κατόπιν ἐκάλεσε τὸν Πρόεδρον τῶν ἐμποροναυτῶν κ. Μανιάτην τοῦ ὁποίου καὶ ἐπέδωκεν ἐντολὴν πρὸς τοὺς ναύτας ὅπως ἐπανέλθουν εἰς τὰ πλοῖα. — [1321, 1525, 1584, 1587]
railway-telegram: ΙΔΙΑΙΤ. ΤΗΛΕΓΡ. ΤΟΥ «ΕΜΠΡΟΣ» — [1351, 694, 1554, 708]
oka-ad — [300, 1304, 540, 1462]
article-paragraph: Ἡ Α. Μ. ὁ Βασιλεὺς ἐδέχθη χθὲς τὴν πρωΐαν εἰς ἀκρόασιν τοὺς ὑπουργοὺς κ. κ. Στεφανόπουλον καὶ Τρικούπην. — [300, 138, 540, 184]
theatres-heading: ΘΕΑΤΡΑ — [370, 841, 470, 867]
serial-author: ΓΕΩΡΓΙΟΥ ΟΝΕ — [683, 96, 798, 112]
new-books-box — [40, 1533, 290, 1570]
strike-heading: Η ΑΠΕΡΓΙΑ — [1196, 1044, 1436, 1091]
article-paragraph: ΒΟΛΟΣ, 23 Δεκεμβρίου. — Κατ' ἀσφαλεῖς πληροφορίας, ἡ σιδηροδρομικὴ γραμμὴ Δεμερλῆ-Λαρίσης θὰ εἶνε ἑτοίμη πρὸς λειτουργίαν ἐντὸς τῶν προσεχῶν μηνῶν. Αἱ ἐργασίαι προχωροῦν ταχέως. — [1321, 709, 1584, 786]
visitor-ad — [300, 1147, 540, 1298]
serial-paragraph: φωνῆς ἐκδοχέως. — Συγγνώμην σᾶς ζητῶ, κύριε, ποῦ εἶσθε ἀπάντων; εἶπε πρὸς αὐτὸν. Ἰδοὺ ἐγὼ ὀρθός, ἦτο πρόθυμος νὰ σᾶς βοηθήσω. — Ὅχι, ὄχι, ἐξοχώτατε... — Εὐτυχῶς ὅτι ἐδεήθη τὸ ἐτοιμασθῇ, κύριε. Εὐτυχῶς ὅτι φθάσετε εἰς καιρόν... — Κάμνετε λάθος, δεσποινίς, ἀπὸ τὸ γραφεῖον τῆς ἐφημερίδος σᾶς ἔφερον τοῦτο. — Καὶ ἔγεινε ἐν εἴδει ἔργον. Ἐλθὲ ἐπὶ τὸ στάδιον, κύριε. — Ἡ Πασχαλίνα ἐδίστασεν ἐπ' ὀλίγον, μὴ γνωρίζουσα τί νὰ κάμῃ. Ὁ Ρυχάρδος Στέβεν ἀπήρχετο τὸ μεσημέρι. — Καλά. Ἀνέβα εἰς ὀλίγα καὶ τρέξε μὲ τὸ ὄχημα. — Ἡ Πασχαλίνα εἰσῆλθεν εἰς τὸ ὄχημα καὶ κατὰ τὴν διάρκειαν τοῦ ταξιδίου ἔμεινε σιωπηλή. — Ὁ Στέβεν ἐπανέλαβε ἀπὸ τὴν ἀρχήν. — Ἀπειλεῖτε, δὲν εἶναι ἀλήθεια; — Ἀπεκρίθη ἐκείνη καὶ μετὰ ταῦτα ἐσιώπησε πάλιν. (Ἀκολουθεῖ) — [40, 1203, 290, 1526]
social-item: — Ἑὰ ξὲ χαλί ἐπώλουν Ἀρ. 150. Ἐπὶ Σκκνὴ τῆς Εὐαγγελιστρίας Π. Δ' διὰ τὰς ἑορτὰς ἐτοιμάστηκαν. — Ὅλα τὰ ἐπίσημα φορέματα, Ζιπόν, Φράκο καὶ ἐσώρουχα εἰς τὴν κατάστημα Φραγκίσκου. — Ἀρώματα κατάλληλα διὰ δῶρα ἀγοράσατε ἀπὸ τὸ ἐργοστάσιον κ. Κολὰ Στρ. — Μπαχαρικὰ περιποιήσεως. Γ. Ἀκριβοῦ. — [806, 631, 1041, 785]
